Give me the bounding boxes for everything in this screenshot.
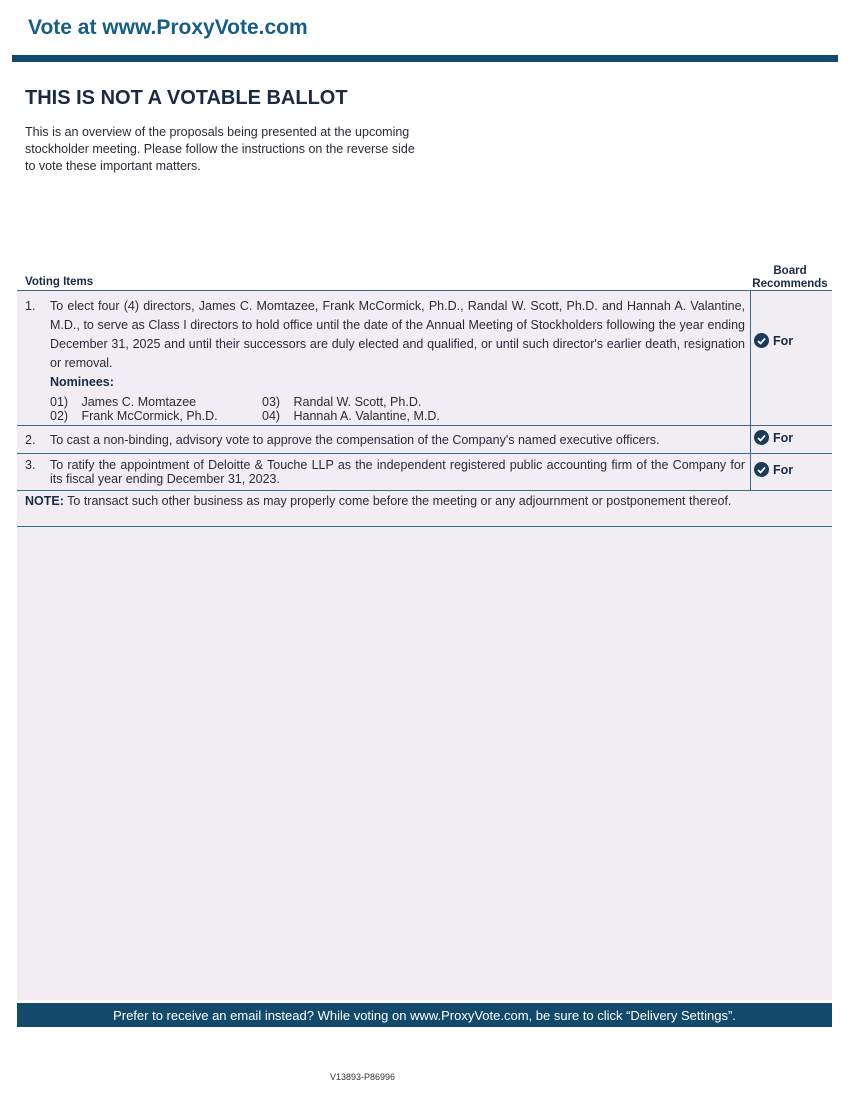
recommendation-2: For <box>754 430 793 445</box>
intro-text: This is an overview of the proposals being presented at the upcoming stockholder meeting. Please follow the instructions on the reverse side to vote these important matters. <box>25 125 415 173</box>
board-recommends-line1: Board <box>773 265 807 277</box>
nominee-04: 04) Hannah A. Valantine, M.D. <box>262 409 440 423</box>
recommendation-1: For <box>754 333 793 348</box>
item-text: To elect four (4) directors, James C. Momtazee, Frank McCormick, Ph.D., Randal W. Scott, Ph.D. and Hannah A. Valantine, M.D., to serve as Class I directors to hold office until the date of the Annual Meeting of Stockholders following the year ending December 31, 2025 and until their successors are duly elected and qualified, or until such director's earlier death, resignation or removal. <box>50 299 745 370</box>
delivery-settings-banner: Prefer to receive an email instead? While voting on www.ProxyVote.com, be sure to click “Delivery Settings”. <box>17 1003 832 1027</box>
item-number: 1. <box>25 299 36 313</box>
item-number: 3. <box>25 458 36 472</box>
recommendation-3: For <box>754 462 793 477</box>
board-recommends-header <box>748 265 832 291</box>
nominee-02: 02) Frank McCormick, Ph.D. <box>50 409 218 423</box>
item-text: To ratify the appointment of Deloitte & Touche LLP as the independent registered public accounting firm of the Company for its fiscal year ending December 31, 2023. <box>50 458 745 486</box>
item-number: 2. <box>25 433 36 447</box>
nominees-label: Nominees: <box>50 375 114 389</box>
meeting-note <box>25 494 745 508</box>
table-rule <box>17 453 832 454</box>
check-circle-icon <box>754 430 769 445</box>
board-recommends-line2: Recommends <box>752 278 828 290</box>
note-text: To transact such other business as may properly come before the meeting or any adjournment or postponement thereof. <box>67 494 732 508</box>
table-rule <box>17 490 832 491</box>
check-circle-icon <box>754 333 769 348</box>
header-divider <box>12 55 838 62</box>
table-rule <box>17 526 832 527</box>
table-rule <box>17 425 832 426</box>
item-text: To cast a non-binding, advisory vote to approve the compensation of the Company's named executive officers. <box>50 433 660 447</box>
proxyvote-header: Vote at www.ProxyVote.com <box>28 16 308 39</box>
column-divider <box>750 290 751 490</box>
document-code: V13893-P86996 <box>330 1072 396 1082</box>
check-circle-icon <box>754 462 769 477</box>
nominee-03: 03) Randal W. Scott, Ph.D. <box>262 395 422 409</box>
nominees-list <box>50 392 745 422</box>
note-label: NOTE: <box>25 494 64 508</box>
table-rule <box>17 290 832 291</box>
page-title: THIS IS NOT A VOTABLE BALLOT <box>25 87 348 109</box>
nominee-01: 01) James C. Momtazee <box>50 395 197 409</box>
voting-item-2 <box>25 431 745 450</box>
voting-items-header: Voting Items <box>25 276 94 288</box>
voting-item-1 <box>25 297 745 422</box>
voting-item-3 <box>25 458 745 486</box>
